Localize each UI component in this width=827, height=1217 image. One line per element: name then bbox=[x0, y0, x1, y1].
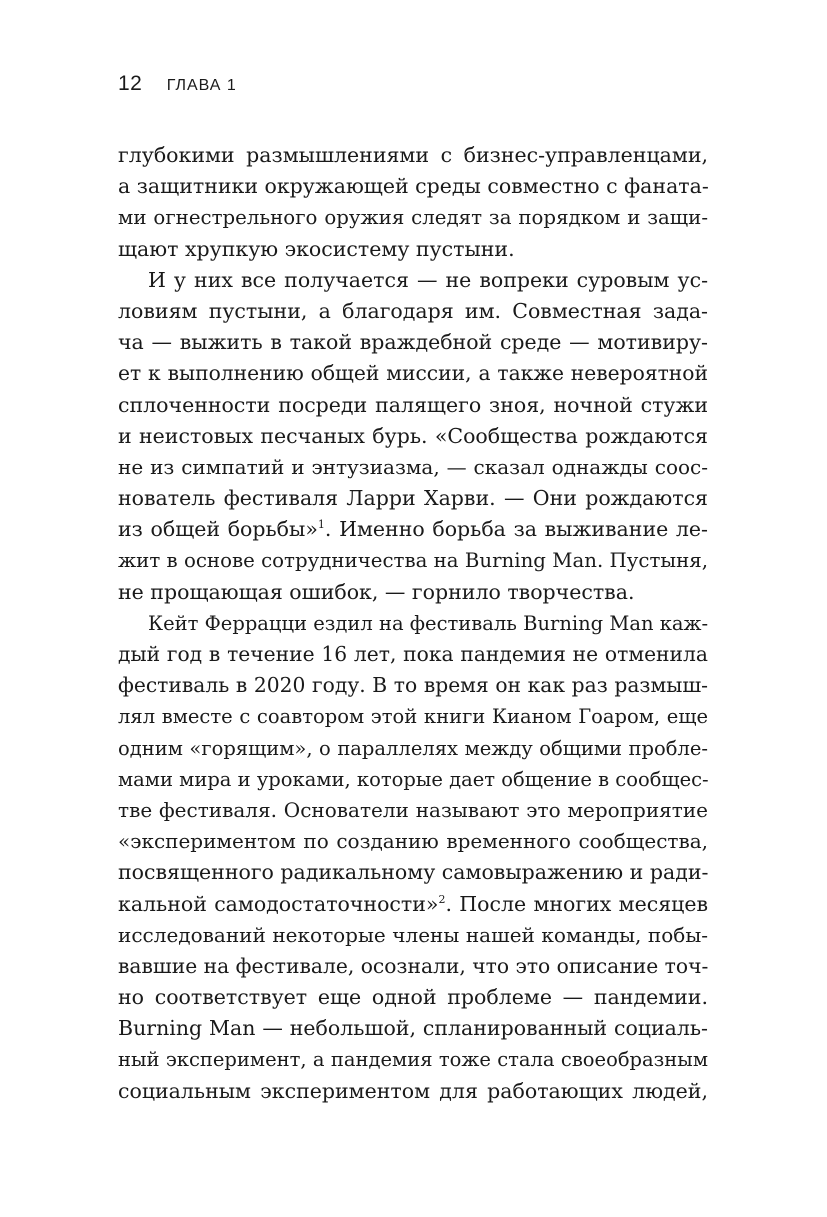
text-line: исследований некоторые члены нашей команды, побы- bbox=[118, 922, 708, 947]
footnote-text-b: . Именно борьба за выживание ле- bbox=[324, 517, 708, 542]
body-text bbox=[118, 140, 708, 1107]
text-line: Кейт Феррацци ездил на фестиваль Burning Man каж- bbox=[148, 611, 709, 635]
text-line: посвященного радикальному самовыражению и ради- bbox=[118, 860, 709, 885]
running-header bbox=[118, 72, 237, 96]
text-line: но соответствует еще одной проблеме — пандемии. bbox=[118, 985, 708, 1010]
text-line: лял вместе с соавтором этой книги Кианом Гоаром, еще bbox=[118, 705, 708, 729]
text-line: не прощающая ошибок, — горнило творчества. bbox=[118, 579, 635, 604]
footnote-text-a: кальной самодостаточности» bbox=[118, 891, 439, 916]
text-line: глубокими размышлениями с бизнес-управленцами, bbox=[118, 143, 708, 167]
text-line: щают хрупкую экосистему пустыни. bbox=[118, 236, 515, 261]
page-number: 12 bbox=[118, 72, 143, 95]
footnote-mark: 2 bbox=[438, 892, 446, 906]
text-line: ловиям пустыни, а благодаря им. Совместная зада- bbox=[118, 298, 708, 323]
text-line: а защитники окружающей среды совместно с фаната- bbox=[118, 174, 709, 199]
text-line: Burning Man — небольшой, спланированный социаль- bbox=[118, 1016, 708, 1041]
text-line: социальным экспериментом для работающих людей, bbox=[118, 1078, 708, 1103]
text-line: ми огнестрельного оружия следят за порядком и защи- bbox=[118, 206, 708, 230]
text-line: ет к выполнению общей миссии, а также невероятной bbox=[118, 361, 708, 386]
text-line: дый год в течение 16 лет, пока пандемия не отменила bbox=[118, 642, 708, 666]
text-line: мами мира и уроками, которые дает общение в сообщес- bbox=[118, 767, 709, 791]
text-line-with-footnote bbox=[118, 889, 708, 920]
text-line: И у них все получается — не вопреки суровым ус- bbox=[148, 267, 708, 292]
text-line: «экспериментом по созданию временного сообщества, bbox=[118, 829, 708, 854]
text-line: не из симпатий и энтузиазма, — сказал однажды соос- bbox=[118, 454, 708, 479]
text-line: ный эксперимент, а пандемия тоже стала своеобразным bbox=[118, 1048, 708, 1072]
text-line-with-footnote bbox=[118, 514, 708, 545]
text-line: ча — выжить в такой враждебной среде — мотивиру- bbox=[118, 330, 708, 355]
text-line: нователь фестиваля Ларри Харви. — Они рождаются bbox=[118, 486, 708, 511]
text-line: вавшие на фестивале, осознали, что это описание точ- bbox=[118, 953, 709, 978]
footnote-text-b: . После многих месяцев bbox=[445, 891, 709, 916]
footnote-text-a: из общей борьбы» bbox=[118, 517, 318, 542]
text-line: одним «горящим», о параллелях между общими пробле- bbox=[118, 736, 708, 760]
chapter-title: ГЛАВА 1 bbox=[166, 77, 237, 94]
text-line: сплоченности посреди палящего зноя, ночной стужи bbox=[118, 392, 708, 417]
text-line: фестиваль в 2020 году. В то время он как раз размыш- bbox=[118, 673, 708, 698]
text-line: тве фестиваля. Основатели называют это мероприятие bbox=[118, 797, 708, 822]
text-line: жит в основе сотрудничества на Burning Man. Пустыня, bbox=[118, 549, 708, 573]
text-line: и неистовых песчаных бурь. «Сообщества рождаются bbox=[118, 423, 708, 448]
footnote-mark: 1 bbox=[317, 518, 325, 532]
